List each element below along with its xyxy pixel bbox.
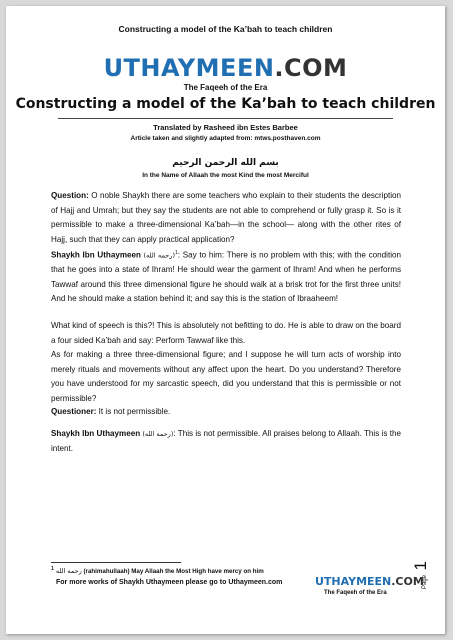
conclusion-text: : This is not permissible. All praises belong to Allaah. This is the intent. bbox=[51, 429, 401, 453]
logo-text-domain: .COM bbox=[274, 54, 348, 82]
footnote-arabic: رحمه الله bbox=[53, 567, 82, 576]
paragraph-commentary bbox=[51, 319, 401, 348]
honorific-arabic: (رحمه الله) bbox=[141, 251, 175, 260]
speaker-label-2: Shaykh Ibn Uthaymeen bbox=[51, 429, 141, 438]
questioner-label: Questioner: bbox=[51, 407, 97, 416]
footnote-text: (rahimahullaah) May Allaah the Most High have mercy on him bbox=[81, 568, 264, 576]
footnote-divider bbox=[51, 562, 181, 563]
footnote-reference[interactable]: 1 bbox=[174, 250, 178, 256]
speaker-label: Shaykh Ibn Uthaymeen bbox=[51, 250, 141, 260]
explanation-text: As for making a three three-dimensional figure; and I suppose he will turn acts of worship into merely rituals and movements without any affect upon the heart. Do you understand? Therefore you have understood for my sarcastic speech, did you understand that this is permissible or not permissible? bbox=[51, 350, 401, 403]
running-header-title: Constructing a model of the Ka’bah to teach children bbox=[118, 24, 333, 34]
footnote bbox=[51, 566, 381, 575]
paragraph-questioner bbox=[51, 405, 401, 420]
answer-text: : Say to him: There is no problem with this; with the condition that he goes into a state of Ihram! He should wear the garment of Ihram! And when he performs Tawwaf around this three dimensional figure he should walk at a brisk trot for the first three units! And he should make a station behind it; and say this is the station of Ibraaheem! bbox=[51, 250, 401, 304]
footer-tagline: The Faqeeh of the Era bbox=[324, 590, 387, 596]
document-page bbox=[6, 6, 445, 634]
paragraph-question bbox=[51, 189, 401, 247]
basmala-arabic: بسم الله الرحمن الرحيم bbox=[172, 158, 279, 168]
paragraph-explanation bbox=[51, 348, 401, 406]
honorific-arabic-2: (رحمه الله) bbox=[140, 430, 174, 438]
paragraph-shaykh-answer bbox=[51, 246, 401, 307]
logo-tagline: The Faqeeh of the Era bbox=[183, 83, 268, 92]
footer-logo[interactable] bbox=[315, 576, 424, 588]
page-word: Page bbox=[422, 574, 428, 589]
basmala-translation: In the Name of Allaah the most Kind the most Merciful bbox=[142, 172, 309, 179]
site-logo[interactable] bbox=[6, 56, 445, 80]
paragraph-shaykh-conclusion bbox=[51, 427, 401, 456]
footnote-number: 1 bbox=[51, 566, 54, 572]
article-title: Constructing a model of the Ka’bah to teach children bbox=[15, 96, 436, 112]
questioner-text: It is not permissible. bbox=[96, 407, 171, 416]
footer-logo-domain: .COM bbox=[391, 575, 424, 588]
footer-note: For more works of Shaykh Uthaymeen please go to Uthaymeen.com bbox=[56, 579, 283, 586]
footer-logo-main: UTHAYMEEN bbox=[315, 575, 392, 588]
page-number-label bbox=[411, 551, 441, 591]
question-label: Question: bbox=[51, 191, 89, 200]
logo-text-main: UTHAYMEEN bbox=[103, 54, 275, 82]
source-credit: Article taken and slightly adapted from: mtws.posthaven.com bbox=[130, 135, 321, 142]
question-text: O noble Shaykh there are some teachers who explain to their students the description of Hajj and Umrah; but they say the students are not able to comprehend or fully grasp it. So is it permissible to make a three-dimensional Ka’bah—in the school— along with the other rites of Hajj, such that they can apply practical application? bbox=[51, 191, 401, 244]
commentary-text: What kind of speech is this?! This is absolutely not befitting to do. He is able to draw on the board a four sided Ka’bah and say: Perform Tawwaf like this. bbox=[51, 321, 401, 345]
title-divider bbox=[58, 118, 393, 119]
translator-credit: Translated by Rasheed ibn Estes Barbee bbox=[153, 123, 298, 132]
page-number: 1 bbox=[411, 561, 430, 571]
